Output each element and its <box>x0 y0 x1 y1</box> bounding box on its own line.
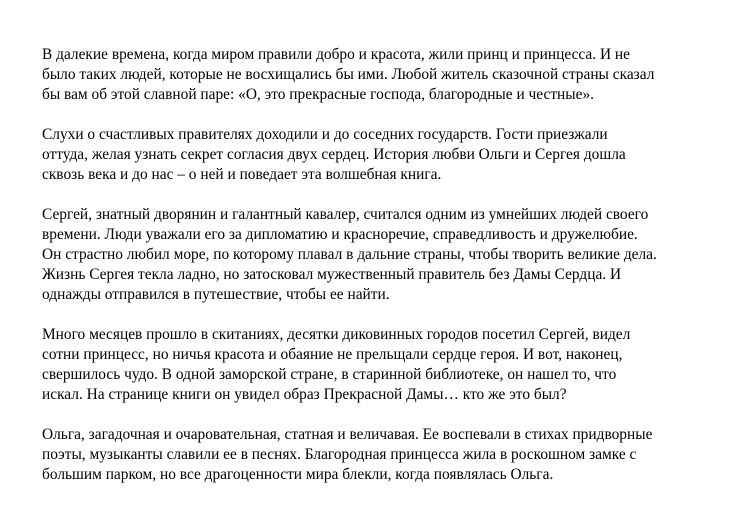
paragraph-line: Ольга, загадочная и очаровательная, статная и величавая. Ее воспевали в стихах придворные <box>42 426 653 443</box>
paragraph-line: сотни принцесс, но ничья красота и обаяние не прельщали сердце героя. И вот, наконец, <box>42 346 623 363</box>
paragraph-line: Жизнь Сергея текла ладно, но затосковал мужественный правитель без Дамы Сердца. И <box>42 266 622 283</box>
paragraph-line: Он страстно любил море, по которому плавал в дальние страны, чтобы творить великие дела. <box>42 246 657 263</box>
paragraph-4 <box>42 325 722 405</box>
document-body <box>42 45 722 505</box>
paragraph-line: оттуда, желая узнать секрет согласия двух сердец. История любви Ольги и Сергея дошла <box>42 146 626 163</box>
paragraph-line: большим парком, но все драгоценности мира блекли, когда появлялась Ольга. <box>42 466 554 483</box>
paragraph-line: поэты, музыканты славили ее в песнях. Благородная принцесса жила в роскошном замке с <box>42 446 637 463</box>
paragraph-line: Много месяцев прошло в скитаниях, десятки диковинных городов посетил Сергей, видел <box>42 326 631 343</box>
paragraph-line: сквозь века и до нас – о ней и поведает эта волшебная книга. <box>42 166 442 183</box>
paragraph-line: Слухи о счастливых правителях доходили и до соседних государств. Гости приезжали <box>42 126 608 143</box>
paragraph-line: искал. На странице книги он увидел образ Прекрасной Дамы… кто же это был? <box>42 386 567 403</box>
paragraph-line: было таких людей, которые не восхищались бы ими. Любой житель сказочной страны сказал <box>42 66 655 83</box>
paragraph-line: Сергей, знатный дворянин и галантный кавалер, считался одним из умнейших людей своего <box>42 206 649 223</box>
paragraph-line: времени. Люди уважали его за дипломатию и красноречие, справедливость и дружелюбие. <box>42 226 638 243</box>
paragraph-1 <box>42 45 722 105</box>
paragraph-3 <box>42 205 722 305</box>
paragraph-line: бы вам об этой славной паре: «О, это прекрасные господа, благородные и честные». <box>42 86 595 103</box>
paragraph-line: В далекие времена, когда миром правили добро и красота, жили принц и принцесса. И не <box>42 46 630 63</box>
paragraph-line: свершилось чудо. В одной заморской стране, в старинной библиотеке, он нашел то, что <box>42 366 617 383</box>
paragraph-line: однажды отправился в путешествие, чтобы ее найти. <box>42 286 390 303</box>
paragraph-5 <box>42 425 722 485</box>
paragraph-2 <box>42 125 722 185</box>
